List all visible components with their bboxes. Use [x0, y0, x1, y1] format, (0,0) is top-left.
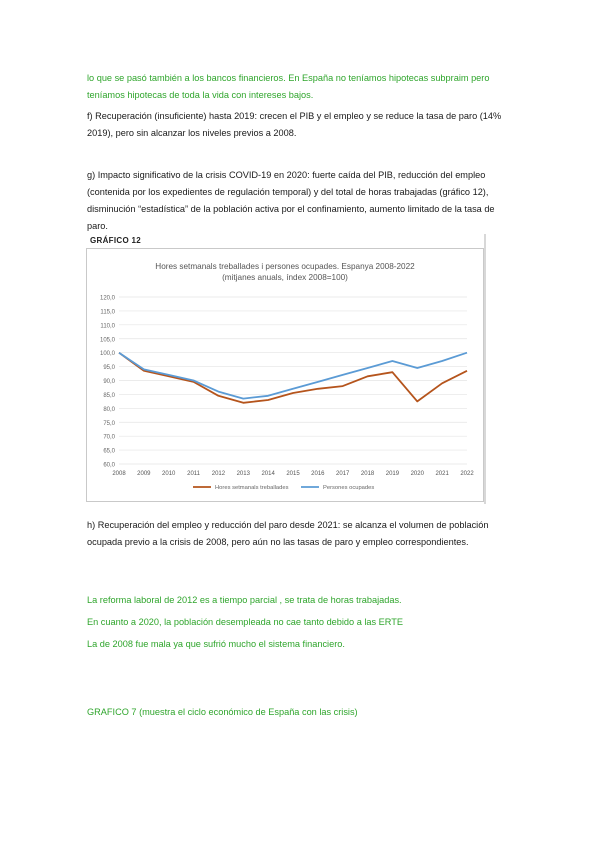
y-tick-label: 65,0 — [103, 448, 115, 455]
note-2020-erte: En cuanto a 2020, la población desempleada no cae tanto debido a las ERTE — [87, 617, 404, 627]
x-tick-label: 2017 — [336, 471, 350, 477]
grafico-7-caption: GRAFICO 7 (muestra el ciclo económico de España con las crisis) — [87, 707, 358, 717]
scan-edge-shadow — [484, 234, 486, 504]
y-tick-label: 110,0 — [100, 323, 115, 330]
figure-label: GRÁFICO 12 — [90, 236, 142, 245]
x-tick-label: 2012 — [211, 471, 226, 477]
y-tick-label: 115,0 — [100, 309, 115, 316]
note-2008-financial: La de 2008 fue mala ya que sufrió mucho el sistema financiero. — [87, 639, 345, 649]
legend-label: Hores setmanals treballades — [215, 485, 289, 491]
y-tick-label: 80,0 — [103, 406, 115, 413]
x-tick-label: 2008 — [112, 471, 126, 477]
x-tick-label: 2022 — [460, 471, 474, 477]
y-tick-label: 105,0 — [99, 337, 115, 344]
series-line-persons — [119, 353, 467, 399]
x-tick-label: 2020 — [410, 471, 424, 477]
paragraph-g-covid: g) Impacto significativo de la crisis COVID-19 en 2020: fuerte caída del PIB, reducción del empleo (contenida por los expedientes de regulación temporal) y del total de horas trabajadas (gráfico 12), disminución “estadística” de la población activa por el confinamiento, aumento limitado de la tasa de paro. — [87, 170, 495, 231]
x-tick-label: 2021 — [435, 471, 449, 477]
x-tick-label: 2011 — [187, 471, 201, 477]
chart-subtitle: (mitjanes anuals, índex 2008=100) — [222, 273, 348, 282]
chart-frame — [86, 248, 484, 502]
x-tick-label: 2015 — [286, 471, 300, 477]
x-tick-label: 2014 — [261, 471, 275, 477]
paragraph-f-recovery: f) Recuperación (insuficiente) hasta 2019: crecen el PIB y el empleo y se reduce la tasa de paro (14% 2019), pero sin alcanzar los niveles previos a 2008. — [87, 111, 502, 138]
chart-title: Hores setmanals treballades i persones ocupades. Espanya 2008-2022 — [155, 262, 415, 271]
y-tick-label: 70,0 — [103, 434, 115, 441]
x-tick-label: 2009 — [137, 471, 151, 477]
y-tick-label: 85,0 — [103, 392, 115, 399]
x-tick-label: 2013 — [236, 471, 250, 477]
line-chart — [87, 249, 483, 501]
y-tick-label: 95,0 — [103, 365, 115, 372]
paragraph-banks: lo que se pasó también a los bancos financieros. En España no teníamos hipotecas subpraim pero teníamos hipotecas de toda la vida con intereses bajos. — [87, 73, 490, 100]
figure-grafico-12 — [86, 234, 486, 504]
x-tick-label: 2010 — [162, 471, 176, 477]
y-tick-label: 120,0 — [99, 295, 115, 302]
series-line-hours — [119, 353, 467, 403]
note-reforma-2012: La reforma laboral de 2012 es a tiempo parcial , se trata de horas trabajadas. — [87, 595, 402, 605]
x-tick-label: 2018 — [360, 471, 375, 477]
paragraph-h-employment: h) Recuperación del empleo y reducción del paro desde 2021: se alcanza el volumen de población ocupada previo a la crisis de 2008, pero aún no las tasas de paro y empleo correspondientes. — [87, 520, 489, 547]
legend-label: Persones ocupades — [323, 485, 375, 491]
y-tick-label: 90,0 — [103, 379, 115, 385]
x-tick-label: 2016 — [311, 471, 325, 477]
x-tick-label: 2019 — [385, 471, 400, 477]
y-tick-label: 75,0 — [103, 420, 115, 427]
y-tick-label: 100,0 — [99, 351, 115, 358]
y-tick-label: 60,0 — [103, 462, 115, 469]
